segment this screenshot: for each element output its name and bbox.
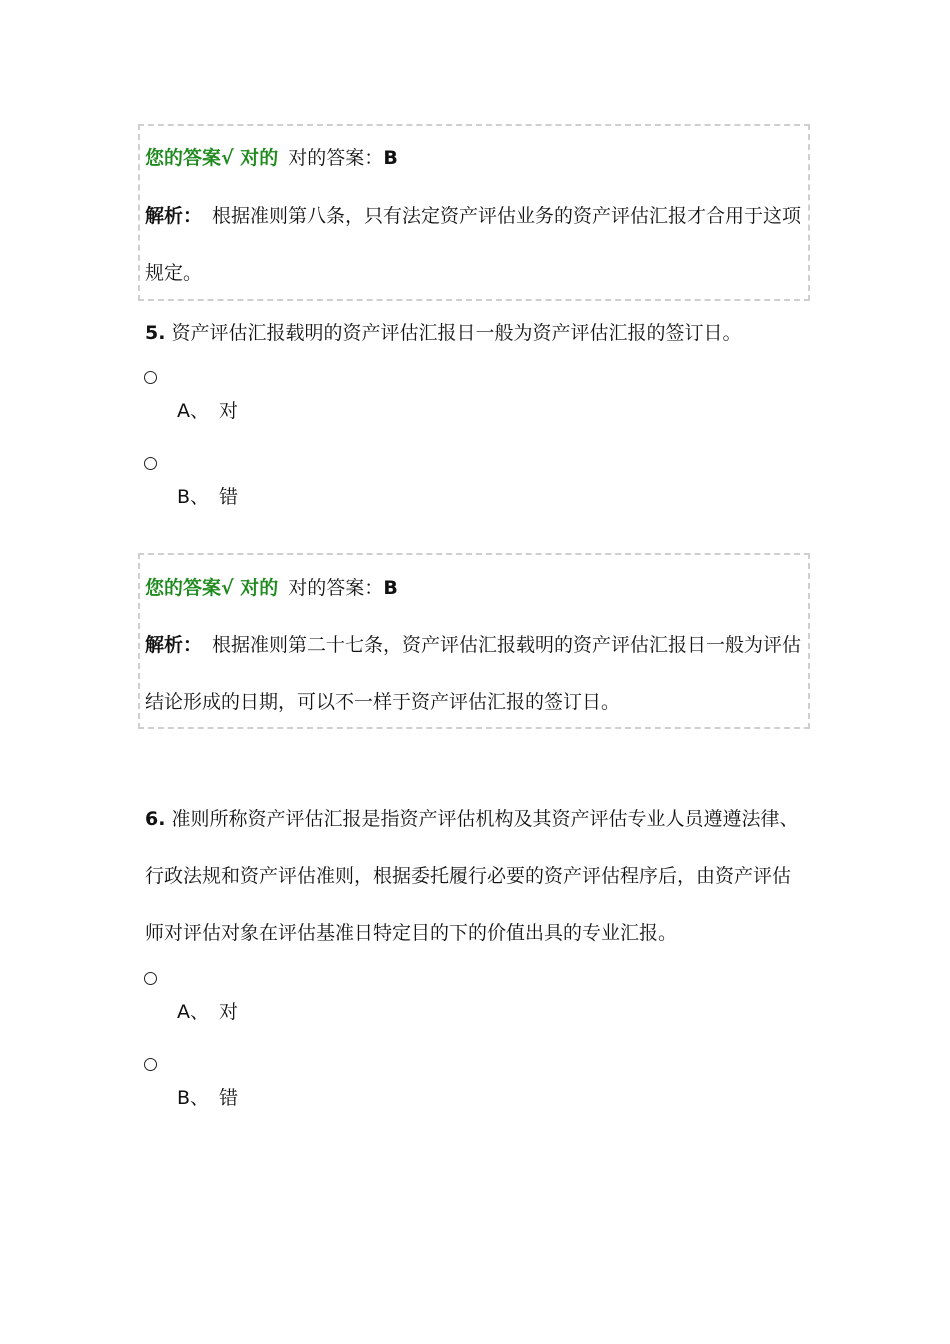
your-answer-row <box>145 143 398 170</box>
option-letter: A、 <box>177 400 209 422</box>
option-text: 错 <box>219 1087 239 1109</box>
question-text: 准则所称资产评估汇报是指资产评估机构及其资产评估专业人员遵遵法律、 <box>171 808 799 830</box>
option-a <box>177 997 238 1024</box>
analysis-text-cont: 规定。 <box>145 262 203 284</box>
option-b <box>177 482 238 509</box>
question-text-cont: 师对评估对象在评估基准日特定目的下的价值出具的专业汇报。 <box>145 922 678 944</box>
radio-option-a[interactable] <box>144 371 157 384</box>
question-number: 6. <box>145 808 166 830</box>
radio-option-b[interactable] <box>144 1058 157 1071</box>
analysis-label: 解析： <box>145 634 203 656</box>
your-answer-label: 您的答案√ 对的 <box>145 147 279 169</box>
radio-option-b[interactable] <box>144 457 157 470</box>
option-text: 错 <box>219 486 239 508</box>
correct-answer-label: 对的答案： <box>288 147 384 169</box>
correct-answer-label: 对的答案： <box>288 577 384 599</box>
your-answer-label: 您的答案√ 对的 <box>145 577 279 599</box>
question-stem <box>145 318 742 345</box>
analysis-text: 根据准则第二十七条，资产评估汇报载明的资产评估汇报日一般为评估 <box>212 634 802 656</box>
option-text: 对 <box>219 400 239 422</box>
question-text-cont: 行政法规和资产评估准则，根据委托履行必要的资产评估程序后，由资产评估 <box>145 865 792 887</box>
correct-answer-value: B <box>383 577 398 599</box>
analysis-row <box>145 201 801 228</box>
option-letter: B、 <box>177 1087 210 1109</box>
your-answer-row <box>145 573 398 600</box>
option-letter: A、 <box>177 1001 209 1023</box>
option-letter: B、 <box>177 486 210 508</box>
radio-option-a[interactable] <box>144 972 157 985</box>
option-text: 对 <box>219 1001 239 1023</box>
correct-answer-value: B <box>383 147 398 169</box>
option-b <box>177 1083 238 1110</box>
analysis-row <box>145 630 801 657</box>
analysis-text-cont: 结论形成的日期，可以不一样于资产评估汇报的签订日。 <box>145 691 621 713</box>
question-text: 资产评估汇报载明的资产评估汇报日一般为资产评估汇报的签订日。 <box>171 322 742 344</box>
analysis-text: 根据准则第八条，只有法定资产评估业务的资产评估汇报才合用于这项 <box>212 205 802 227</box>
question-stem <box>145 804 799 831</box>
analysis-label: 解析： <box>145 205 203 227</box>
question-number: 5. <box>145 322 166 344</box>
option-a <box>177 396 238 423</box>
